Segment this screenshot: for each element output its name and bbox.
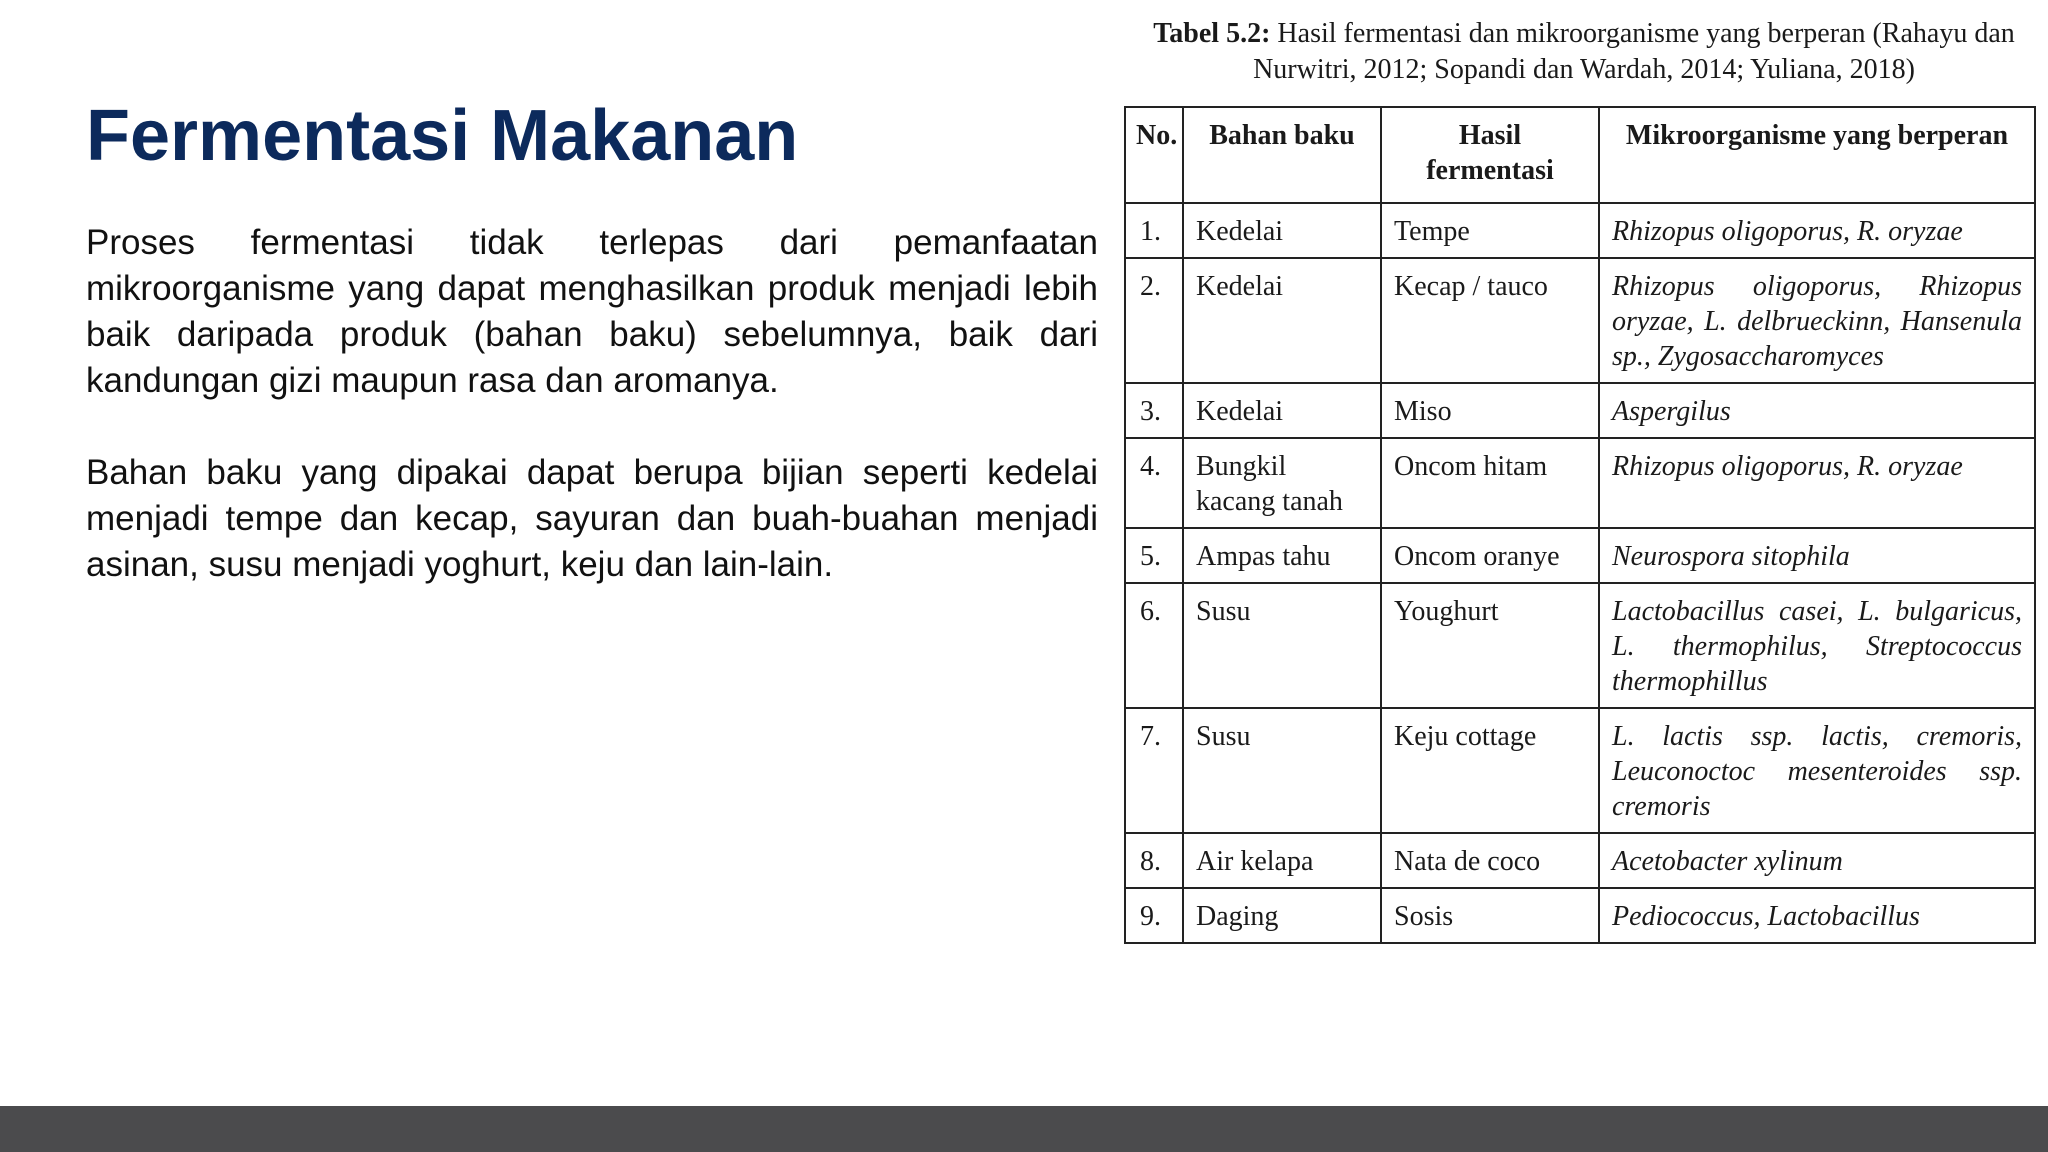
table-header-row	[1125, 107, 2035, 203]
footer-bar	[0, 1106, 2048, 1152]
cell-hasil-fermentasi: Oncom oranye	[1381, 528, 1599, 583]
table-row	[1125, 438, 2035, 528]
cell-no: 9.	[1125, 888, 1183, 943]
table-row	[1125, 833, 2035, 888]
cell-bahan-baku: Kedelai	[1183, 383, 1381, 438]
cell-no: 4.	[1125, 438, 1183, 528]
cell-hasil-fermentasi: Tempe	[1381, 203, 1599, 258]
cell-bahan-baku: Ampas tahu	[1183, 528, 1381, 583]
cell-mikroorganisme: Lactobacillus casei, L. bulgaricus, L. thermophilus, Streptococcus thermophillus	[1599, 583, 2035, 708]
cell-mikroorganisme: Neurospora sitophila	[1599, 528, 2035, 583]
cell-hasil-fermentasi: Kecap / tauco	[1381, 258, 1599, 383]
paragraph-1: Proses fermentasi tidak terlepas dari pemanfaatan mikroorganisme yang dapat menghasilkan produk menjadi lebih baik daripada produk (bahan baku) sebelumnya, baik dari kandungan gizi maupun rasa dan aromanya.	[86, 223, 1098, 400]
cell-no: 5.	[1125, 528, 1183, 583]
cell-bahan-baku: Bungkil kacang tanah	[1183, 438, 1381, 528]
cell-hasil-fermentasi: Oncom hitam	[1381, 438, 1599, 528]
cell-hasil-fermentasi: Sosis	[1381, 888, 1599, 943]
cell-bahan-baku: Daging	[1183, 888, 1381, 943]
table-row	[1125, 528, 2035, 583]
table-row	[1125, 258, 2035, 383]
cell-no: 6.	[1125, 583, 1183, 708]
cell-hasil-fermentasi: Youghurt	[1381, 583, 1599, 708]
header-mikroorganisme: Mikroorganisme yang berperan	[1599, 107, 2035, 203]
table-caption-text: Hasil fermentasi dan mikroorganisme yang berperan (Rahayu dan Nurwitri, 2012; Sopandi dan Wardah, 2014; Yuliana, 2018)	[1253, 18, 2015, 85]
table-caption	[1124, 16, 2044, 88]
cell-bahan-baku: Susu	[1183, 708, 1381, 833]
body-text	[86, 220, 1098, 634]
table-row	[1125, 708, 2035, 833]
cell-no: 8.	[1125, 833, 1183, 888]
cell-mikroorganisme: Pediococcus, Lactobacillus	[1599, 888, 2035, 943]
cell-bahan-baku: Kedelai	[1183, 203, 1381, 258]
table-row	[1125, 203, 2035, 258]
cell-no: 1.	[1125, 203, 1183, 258]
header-hasil-fermentasi: Hasil fermentasi	[1381, 107, 1599, 203]
cell-mikroorganisme: Aspergilus	[1599, 383, 2035, 438]
cell-no: 7.	[1125, 708, 1183, 833]
paragraph-2: Bahan baku yang dipakai dapat berupa bijian seperti kedelai menjadi tempe dan kecap, sayuran dan buah-buahan menjadi asinan, susu menjadi yoghurt, keju dan lain-lain.	[86, 453, 1098, 584]
cell-mikroorganisme: L. lactis ssp. lactis, cremoris, Leuconoctoc mesenteroides ssp. cremoris	[1599, 708, 2035, 833]
table-row	[1125, 888, 2035, 943]
fermentation-table	[1124, 106, 2036, 944]
cell-bahan-baku: Air kelapa	[1183, 833, 1381, 888]
cell-no: 2.	[1125, 258, 1183, 383]
cell-mikroorganisme: Acetobacter xylinum	[1599, 833, 2035, 888]
header-no: No.	[1125, 107, 1183, 203]
cell-mikroorganisme: Rhizopus oligoporus, Rhizopus oryzae, L. delbrueckinn, Hansenula sp., Zygosaccharomyces	[1599, 258, 2035, 383]
slide-title: Fermentasi Makanan	[86, 96, 799, 176]
table-row	[1125, 583, 2035, 708]
cell-bahan-baku: Kedelai	[1183, 258, 1381, 383]
table-row	[1125, 383, 2035, 438]
table-caption-label: Tabel 5.2:	[1153, 18, 1271, 49]
cell-hasil-fermentasi: Keju cottage	[1381, 708, 1599, 833]
table-body	[1125, 203, 2035, 943]
cell-hasil-fermentasi: Nata de coco	[1381, 833, 1599, 888]
cell-mikroorganisme: Rhizopus oligoporus, R. oryzae	[1599, 438, 2035, 528]
cell-no: 3.	[1125, 383, 1183, 438]
header-bahan-baku: Bahan baku	[1183, 107, 1381, 203]
cell-bahan-baku: Susu	[1183, 583, 1381, 708]
cell-hasil-fermentasi: Miso	[1381, 383, 1599, 438]
cell-mikroorganisme: Rhizopus oligoporus, R. oryzae	[1599, 203, 2035, 258]
fermentation-table-wrapper	[1124, 106, 2034, 944]
